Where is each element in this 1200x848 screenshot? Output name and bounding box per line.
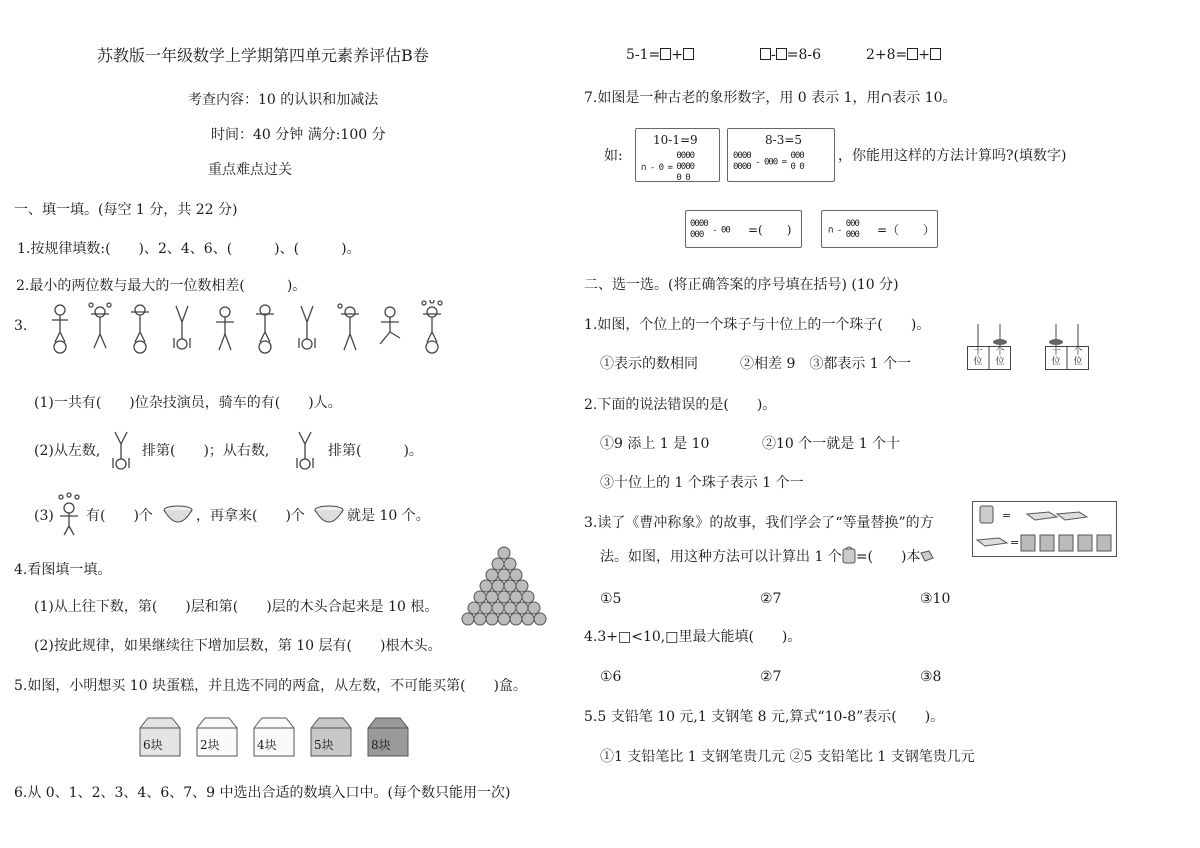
s2-question-4: 4.3+□<10,□里最大能填( )。	[584, 629, 802, 645]
s2-question-3-line-2-b: =( )本	[855, 549, 921, 565]
s2-question-2-option-2: ②10 个一就是 1 个十	[762, 436, 901, 452]
book-icon	[920, 549, 934, 563]
question-4-1: (1)从上往下数，第( )层和第( )层的木头合起来是 10 根。	[34, 599, 439, 615]
exercise-2-answer[interactable]: =（ ）	[877, 223, 936, 237]
s2-question-3-option-3: ③10	[920, 591, 951, 607]
cake-box-2-label: 2块	[200, 738, 220, 752]
question-3-2-right: 排第( )。	[328, 443, 423, 459]
exercise-1-symbols: 0000 000 - 00	[690, 219, 730, 240]
answer-box[interactable]	[683, 48, 694, 60]
equation-3: 2+8= +	[866, 46, 941, 64]
s2-question-5: 5.5 支铅笔 10 元,1 支钢笔 8 元,算式“10-8”表示( )。	[584, 709, 945, 725]
equation-3-left: 2+8=	[866, 47, 908, 63]
example-1-symbols: ∩ - 0 = 0000 0000 0 0	[641, 151, 695, 183]
question-3-3-more: ，再拿来( )个	[196, 508, 305, 524]
answer-box[interactable]	[907, 48, 918, 60]
cake-box-4	[309, 714, 353, 758]
cake-box-5-label: 8块	[371, 738, 391, 752]
question-3-3-has: 有( )个	[86, 508, 153, 524]
cake-box-1	[138, 714, 182, 758]
s2-question-1: 1.如图，个位上的一个珠子与十位上的一个珠子( )。	[584, 317, 931, 333]
abacus-1-ones-label: 个位	[995, 347, 1005, 367]
question-3-3-end: 就是 10 个。	[347, 508, 430, 524]
s2-question-4-option-3: ③8	[920, 669, 942, 685]
bowl-icon	[162, 504, 194, 526]
question-7-suffix: ，你能用这样的方法计算吗?(填数字)	[838, 148, 1067, 164]
exercise-1-frame	[685, 210, 802, 248]
question-5: 5.如图，小明想买 10 块蛋糕，并且选不同的两盒，从左数，不可能买第( )盒。	[14, 678, 527, 694]
s2-question-2-option-1: ①9 添上 1 是 10	[600, 436, 710, 452]
juggler-icon	[54, 492, 84, 536]
exercise-2-frame	[821, 210, 938, 248]
cake-box-4-label: 5块	[314, 738, 334, 752]
question-2: 2.最小的两位数与最大的一位数相差( )。	[16, 278, 307, 294]
s2-question-3-line-1: 3.读了《曹冲称象》的故事，我们学会了“等量替换”的方	[584, 515, 934, 531]
question-3-1: (1)一共有( )位杂技演员，骑车的有( )人。	[34, 395, 342, 411]
question-7-prefix: 如:	[604, 148, 623, 164]
content-line: 考查内容：10 的认识和加减法	[188, 92, 379, 108]
answer-box[interactable]	[760, 48, 771, 60]
backpack-icon	[842, 546, 856, 564]
equal-substitution-figure	[972, 501, 1117, 557]
section1-heading: 一、填一填。(每空 1 分，共 22 分)	[14, 202, 238, 218]
question-7: 7.如图是一种古老的象形数字，用 0 表示 1，用∩表示 10。	[584, 90, 957, 106]
s2-question-3-line-2	[600, 546, 934, 566]
section2-heading: 二、选一选。(将正确答案的序号填在括号) (10 分)	[584, 277, 899, 293]
abacus-2-tens-label: 十位	[1051, 347, 1061, 367]
bowl-icon-2	[313, 504, 345, 526]
example-2-frame	[727, 128, 835, 182]
time-line: 时间：40 分钟 满分:100 分	[211, 127, 386, 143]
exercise-1-answer[interactable]: =( )	[748, 223, 792, 237]
page-title: 苏教版一年级数学上学期第四单元素养评估B卷	[97, 46, 429, 65]
cake-box-3	[252, 714, 296, 758]
s2-question-4-option-1: ①6	[600, 669, 622, 685]
abacus-1	[967, 322, 1011, 370]
example-2-equation: 8-3=5	[765, 133, 803, 147]
log-pile-illustration	[458, 543, 550, 627]
abacus-2-ones-label: 个位	[1073, 347, 1083, 367]
s2-question-2: 2.下面的说法错误的是( )。	[584, 397, 777, 413]
s2-question-3-line-2-a: 法。如图，用这种方法可以计算出 1 个	[600, 549, 842, 565]
cake-box-3-label: 4块	[257, 738, 277, 752]
acrobats-illustration	[40, 300, 460, 356]
abacus-2	[1045, 322, 1089, 370]
s2-question-1-options: ①表示的数相同 ②相差 9 ③都表示 1 个一	[600, 356, 912, 372]
question-6: 6.从 0、1、2、3、4、6、7、9 中选出合适的数填入口中。(每个数只能用一次)	[14, 785, 511, 801]
answer-box[interactable]	[776, 48, 787, 60]
svg-text:=: =	[1010, 536, 1020, 549]
example-2-symbols: 0000 0000 - 000 = 000 0 0	[733, 151, 804, 172]
s2-question-4-option-2: ②7	[760, 669, 782, 685]
example-1-frame	[635, 128, 720, 182]
s2-question-5-options: ①1 支铅笔比 1 支钢笔贵几元 ②5 支铅笔比 1 支钢笔贵几元	[600, 749, 975, 765]
handstand-acrobat-icon	[105, 430, 137, 472]
equation-1-left: 5-1=	[626, 47, 661, 63]
answer-box[interactable]	[660, 48, 671, 60]
cake-box-5	[366, 714, 410, 758]
question-1: 1.按规律填数:( )、2、4、6、( )、( )。	[17, 241, 361, 257]
abacus-1-tens-label: 十位	[973, 347, 983, 367]
focus-line: 重点难点过关	[208, 162, 292, 178]
equation-2-right: =8-6	[786, 47, 822, 63]
cake-box-2	[195, 714, 239, 758]
example-1-equation: 10-1=9	[653, 133, 698, 147]
question-3-2-left: (2)从左数,	[34, 443, 101, 459]
equation-2: - =8-6	[760, 46, 821, 64]
svg-text:=: =	[1002, 509, 1012, 522]
s2-question-3-option-2: ②7	[760, 591, 782, 607]
question-3-2-mid: 排第( )；从右数,	[142, 443, 270, 459]
s2-question-3-option-1: ①5	[600, 591, 622, 607]
question-3-number: 3.	[14, 318, 28, 334]
s2-question-2-option-3: ③十位上的 1 个珠子表示 1 个一	[600, 475, 804, 491]
handstand-acrobat-icon-2	[289, 430, 321, 472]
exercise-2-symbols: ∩ - 000 000	[828, 219, 859, 240]
question-4-2: (2)按此规律，如果继续往下增加层数，第 10 层有( )根木头。	[34, 638, 442, 654]
question-4: 4.看图填一填。	[14, 562, 112, 578]
question-3-3-prefix: (3)	[34, 508, 54, 524]
equation-1: 5-1= +	[626, 46, 694, 64]
answer-box[interactable]	[930, 48, 941, 60]
cake-box-1-label: 6块	[143, 738, 163, 752]
